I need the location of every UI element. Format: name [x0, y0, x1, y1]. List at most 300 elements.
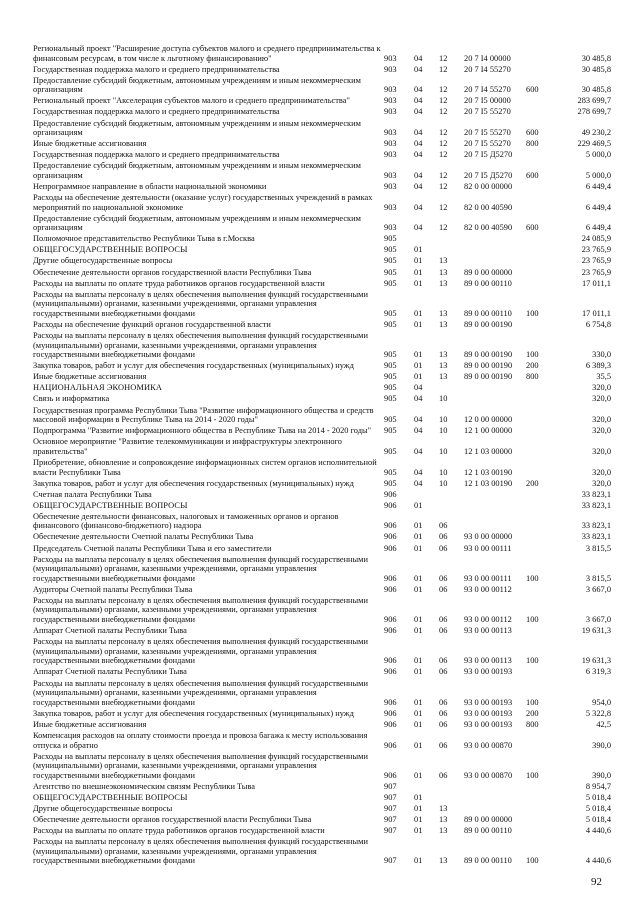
row-rz: 01	[414, 245, 423, 255]
row-pr: 12	[439, 107, 448, 117]
row-pr: 13	[439, 826, 448, 836]
row-sum: 3 667,0	[585, 584, 611, 594]
row-ved: 903	[384, 202, 397, 212]
row-name: Подпрограмма "Развитие информационного общества в Республике Тыва на 2014 - 2020 годы"	[33, 426, 372, 436]
row-sum: 6 319,3	[585, 667, 611, 677]
row-pr: 06	[439, 770, 448, 780]
table-row	[0, 150, 640, 160]
row-name: Другие общегосударственные вопросы	[33, 804, 173, 813]
row-name: Расходы на выплаты персоналу в целях обеспечения выполнения функций государственными (муниципальными) органами, казенными учреждениями, органами управления государственными внебюджетными фондами	[33, 554, 368, 583]
row-rz: 01	[414, 361, 423, 371]
row-ved: 906	[384, 697, 397, 707]
row-rz: 04	[414, 223, 423, 233]
row-sum: 320,0	[592, 467, 611, 477]
row-rz: 01	[414, 573, 423, 583]
row-vr: 100	[526, 656, 539, 666]
row-rz: 01	[414, 267, 423, 277]
row-ved: 905	[384, 267, 397, 277]
row-rz: 01	[414, 740, 423, 750]
row-name: Обеспечение деятельности Счетной палаты Республики Тыва	[33, 532, 254, 542]
table-row	[0, 320, 640, 330]
row-pr: 10	[439, 467, 448, 477]
row-pr: 13	[439, 804, 448, 813]
row-sum: 5 000,0	[585, 150, 611, 160]
row-name: Расходы на выплаты персоналу в целях обеспечения выполнения функций государственными (муниципальными) органами, казенными учреждениями, органами управления государственными внебюджетными фондами	[33, 678, 368, 707]
row-pr: 10	[439, 478, 448, 488]
row-sum: 5 018,4	[585, 792, 611, 802]
row-pr: 12	[439, 223, 448, 233]
row-name: ОБЩЕГОСУДАРСТВЕННЫЕ ВОПРОСЫ	[33, 792, 188, 802]
row-name: ОБЩЕГОСУДАРСТВЕННЫЕ ВОПРОСЫ	[33, 500, 188, 510]
row-csr: 93 0 00 00193	[464, 667, 513, 677]
row-csr: 89 0 00 00190	[464, 372, 513, 382]
table-row	[0, 437, 640, 456]
row-name: Региональный проект "Расширение доступа субъектов малого и среднего предпринимательства к финансовым ресурсам, в том числе к льготному финансированию"	[33, 44, 381, 63]
table-row	[0, 161, 640, 180]
row-name: Государственная программа Республики Тыва "Развитие информационного общества и средств массовой информации в Республике Тыва на 2014 - 2020 годы"	[33, 405, 374, 425]
row-rz: 01	[414, 770, 423, 780]
row-ved: 907	[384, 815, 397, 825]
row-pr: 06	[439, 543, 448, 553]
row-pr: 13	[439, 319, 448, 329]
row-sum: 17 011,1	[581, 308, 611, 318]
row-csr: 12 1 03 00190	[464, 467, 513, 477]
row-csr: 20 7 I4 55270	[464, 64, 511, 74]
row-pr: 10	[439, 446, 448, 456]
table-row	[0, 119, 640, 138]
table-row	[0, 290, 640, 319]
table-row	[0, 544, 640, 554]
row-vr: 600	[526, 85, 539, 95]
row-sum: 6 449,4	[585, 181, 611, 191]
row-sum: 320,0	[592, 478, 611, 488]
row-csr: 82 0 00 40590	[464, 202, 513, 212]
row-rz: 04	[414, 446, 423, 456]
table-row	[0, 214, 640, 233]
row-pr: 12	[439, 202, 448, 212]
row-name: Расходы на обеспечение деятельности (оказание услуг) государственных учреждений в рамках мероприятий по национальной экономике	[33, 193, 373, 212]
row-csr: 12 1 03 00000	[464, 446, 513, 456]
row-rz: 01	[414, 697, 423, 707]
row-name: Региональный проект "Акселерация субъектов малого и среднего предпринимательства"	[33, 96, 350, 106]
table-row	[0, 626, 640, 636]
table-row	[0, 501, 640, 511]
row-vr: 100	[526, 770, 539, 780]
row-pr: 06	[439, 740, 448, 750]
row-csr: 20 7 I5 Д5270	[464, 150, 513, 160]
row-ved: 906	[384, 489, 397, 499]
table-row	[0, 65, 640, 75]
row-ved: 905	[384, 278, 397, 288]
row-csr: 20 7 I5 00000	[464, 96, 511, 106]
row-ved: 906	[384, 500, 397, 510]
row-ved: 905	[384, 308, 397, 318]
row-name: Расходы на выплаты персоналу в целях обеспечения выполнения функций государственными (муниципальными) органами, казенными учреждениями, органами управления государственными внебюджетными фондами	[33, 331, 368, 360]
row-name: Государственная поддержка малого и среднего предпринимательства	[33, 64, 280, 74]
row-pr: 06	[439, 719, 448, 729]
row-pr: 10	[439, 426, 448, 436]
row-ved: 905	[384, 426, 397, 436]
row-name: Расходы на выплаты персоналу в целях обеспечения выполнения функций государственными (муниципальными) органами, казенными учреждениями, органами управления государственными внебюджетными фондами	[33, 289, 368, 318]
row-name: Иные бюджетные ассигнования	[33, 719, 147, 729]
row-name: Предоставление субсидий бюджетным, автономным учреждениям и иным некоммерческим организациям	[33, 75, 361, 95]
row-sum: 3 815,5	[585, 543, 611, 553]
row-sum: 5 018,4	[585, 804, 611, 813]
row-sum: 42,5	[596, 719, 611, 729]
row-name: Расходы на выплаты персоналу в целях обеспечения выполнения функций государственными (муниципальными) органами, казенными учреждениями, органами управления государственными внебюджетными фондами	[33, 751, 368, 780]
row-rz: 01	[414, 626, 423, 636]
row-ved: 906	[384, 719, 397, 729]
row-sum: 30 485,8	[581, 53, 611, 63]
row-name: Расходы на обеспечение функций органов государственной власти	[33, 319, 271, 329]
row-sum: 320,0	[592, 446, 611, 456]
row-rz: 04	[414, 85, 423, 95]
row-pr: 10	[439, 415, 448, 425]
table-row	[0, 426, 640, 436]
row-ved: 903	[384, 128, 397, 138]
row-rz: 01	[414, 308, 423, 318]
row-ved: 903	[384, 64, 397, 74]
row-ved: 906	[384, 532, 397, 542]
row-sum: 5 322,8	[585, 708, 611, 718]
table-row	[0, 44, 640, 63]
row-ved: 905	[384, 394, 397, 404]
row-sum: 30 485,8	[581, 64, 611, 74]
row-csr: 93 0 00 00870	[464, 740, 513, 750]
table-row	[0, 512, 640, 531]
row-rz: 01	[414, 708, 423, 718]
row-ved: 906	[384, 584, 397, 594]
row-name: Аппарат Счетной палаты Республики Тыва	[33, 667, 187, 677]
row-sum: 4 440,6	[585, 856, 611, 866]
row-sum: 23 765,9	[581, 267, 611, 277]
row-name: Счетная палата Республики Тыва	[33, 489, 152, 499]
row-csr: 89 0 00 00190	[464, 350, 513, 360]
table-row	[0, 182, 640, 192]
row-pr: 13	[439, 256, 448, 266]
table-row	[0, 279, 640, 289]
table-row	[0, 107, 640, 117]
row-ved: 905	[384, 361, 397, 371]
row-csr: 93 0 00 00111	[464, 573, 512, 583]
row-name: Расходы на выплаты персоналу в целях обеспечения выполнения функций государственными (муниципальными) органами, казенными учреждениями, органами управления государственными внебюджетными фондами	[33, 837, 368, 866]
row-rz: 01	[414, 667, 423, 677]
row-sum: 320,0	[592, 394, 611, 404]
row-ved: 903	[384, 170, 397, 180]
row-sum: 229 469,5	[577, 139, 611, 149]
row-rz: 01	[414, 584, 423, 594]
row-name: Председатель Счетной палаты Республики Тыва и его заместители	[33, 543, 272, 553]
row-rz: 04	[414, 139, 423, 149]
table-row	[0, 479, 640, 489]
table-row	[0, 826, 640, 836]
row-ved: 903	[384, 223, 397, 233]
row-rz: 04	[414, 128, 423, 138]
row-ved: 905	[384, 478, 397, 488]
row-ved: 905	[384, 319, 397, 329]
row-ved: 906	[384, 708, 397, 718]
row-ved: 906	[384, 740, 397, 750]
row-rz: 01	[414, 856, 423, 866]
row-rz: 01	[414, 500, 423, 510]
row-rz: 04	[414, 107, 423, 117]
row-vr: 200	[526, 708, 539, 718]
row-pr: 06	[439, 697, 448, 707]
row-name: Государственная поддержка малого и среднего предпринимательства	[33, 107, 280, 117]
table-row	[0, 837, 640, 866]
row-csr: 20 7 I4 00000	[464, 53, 511, 63]
row-name: Аудиторы Счетной палаты Республики Тыва	[33, 584, 193, 594]
row-ved: 906	[384, 656, 397, 666]
row-ved: 903	[384, 139, 397, 149]
table-row	[0, 331, 640, 360]
row-rz: 01	[414, 543, 423, 553]
table-row	[0, 139, 640, 149]
row-sum: 23 765,9	[581, 245, 611, 255]
row-name: Обеспечение деятельности финансовых, налоговых и таможенных органов и органов финансового (финансово-бюджетного) надзора	[33, 511, 339, 531]
row-vr: 800	[526, 139, 539, 149]
row-pr: 13	[439, 278, 448, 288]
row-name: Иные бюджетные ассигнования	[33, 139, 147, 149]
row-name: Предоставление субсидий бюджетным, автономным учреждениям и иным некоммерческим организациям	[33, 161, 361, 180]
table-row	[0, 406, 640, 425]
row-rz: 01	[414, 804, 423, 813]
row-pr: 10	[439, 394, 448, 404]
row-name: Закупка товаров, работ и услуг для обеспечения государственных (муниципальных) нужд	[33, 708, 354, 718]
table-row	[0, 585, 640, 595]
row-sum: 24 085,9	[581, 234, 611, 244]
row-name: Обеспечение деятельности органов государственной власти Республики Тыва	[33, 267, 312, 277]
row-rz: 04	[414, 170, 423, 180]
row-pr: 13	[439, 815, 448, 825]
row-sum: 283 699,7	[577, 96, 611, 106]
row-csr: 93 0 00 00112	[464, 615, 512, 625]
table-row	[0, 720, 640, 730]
table-row	[0, 268, 640, 278]
row-csr: 93 0 00 00193	[464, 719, 513, 729]
row-pr: 06	[439, 667, 448, 677]
row-rz: 04	[414, 478, 423, 488]
row-sum: 3 815,5	[585, 573, 611, 583]
row-rz: 01	[414, 615, 423, 625]
row-name: Другие общегосударственные вопросы	[33, 256, 173, 266]
table-row	[0, 555, 640, 584]
row-rz: 04	[414, 96, 423, 106]
row-ved: 903	[384, 181, 397, 191]
row-ved: 905	[384, 372, 397, 382]
row-name: Компенсация расходов на оплату стоимости проезда и провоза багажа к месту использования отпуска и обратно	[33, 730, 368, 750]
table-row	[0, 256, 640, 266]
table-row	[0, 596, 640, 625]
row-pr: 13	[439, 308, 448, 318]
row-ved: 906	[384, 543, 397, 553]
row-pr: 06	[439, 615, 448, 625]
row-vr: 100	[526, 350, 539, 360]
row-sum: 8 954,7	[585, 781, 611, 791]
row-pr: 12	[439, 53, 448, 63]
row-pr: 12	[439, 64, 448, 74]
row-ved: 905	[384, 467, 397, 477]
row-vr: 100	[526, 573, 539, 583]
row-name: Расходы на выплаты персоналу в целях обеспечения выполнения функций государственными (муниципальными) органами, казенными учреждениями, органами управления государственными внебюджетными фондами	[33, 637, 368, 666]
row-ved: 905	[384, 383, 397, 393]
row-pr: 12	[439, 128, 448, 138]
row-rz: 01	[414, 350, 423, 360]
row-csr: 89 0 00 00000	[464, 815, 513, 825]
row-ved: 906	[384, 770, 397, 780]
row-ved: 905	[384, 245, 397, 255]
table-row	[0, 731, 640, 750]
row-sum: 33 823,1	[581, 532, 611, 542]
row-sum: 330,0	[592, 350, 611, 360]
row-sum: 6 389,3	[585, 361, 611, 371]
row-rz: 04	[414, 53, 423, 63]
row-ved: 905	[384, 415, 397, 425]
table-row	[0, 76, 640, 95]
row-name: Непрограммное направление в области национальной экономики	[33, 181, 267, 191]
row-sum: 19 631,3	[581, 626, 611, 636]
row-csr: 89 0 00 00110	[464, 278, 512, 288]
row-ved: 906	[384, 615, 397, 625]
row-sum: 30 485,8	[581, 85, 611, 95]
row-sum: 5 000,0	[585, 170, 611, 180]
row-name: Расходы на выплаты персоналу в целях обеспечения выполнения функций государственными (муниципальными) органами, казенными учреждениями, органами управления государственными внебюджетными фондами	[33, 595, 368, 625]
table-row	[0, 245, 640, 255]
row-csr: 93 0 00 00113	[464, 626, 512, 636]
row-csr: 82 0 00 00000	[464, 181, 513, 191]
row-rz: 01	[414, 719, 423, 729]
row-vr: 600	[526, 223, 539, 233]
row-csr: 93 0 00 00870	[464, 770, 513, 780]
row-rz: 01	[414, 256, 423, 266]
row-sum: 320,0	[592, 415, 611, 425]
row-rz: 04	[414, 467, 423, 477]
row-name: Приобретение, обновление и сопровождение информационных систем органов исполнительной власти Республики Тыва	[33, 457, 377, 477]
row-csr: 89 0 00 00110	[464, 856, 512, 866]
row-pr: 06	[439, 521, 448, 531]
row-sum: 390,0	[592, 770, 611, 780]
row-vr: 600	[526, 128, 539, 138]
row-rz: 01	[414, 278, 423, 288]
row-rz: 04	[414, 150, 423, 160]
row-pr: 13	[439, 350, 448, 360]
row-pr: 12	[439, 96, 448, 106]
row-csr: 89 0 00 00110	[464, 308, 512, 318]
row-name: Расходы на выплаты по оплате труда работников органов государственной власти	[33, 278, 325, 288]
row-csr: 89 0 00 00000	[464, 267, 513, 277]
row-ved: 907	[384, 856, 397, 866]
row-csr: 93 0 00 00000	[464, 532, 513, 542]
row-vr: 100	[526, 308, 539, 318]
row-csr: 89 0 00 00190	[464, 319, 513, 329]
row-rz: 04	[414, 64, 423, 74]
table-row	[0, 782, 640, 792]
row-pr: 13	[439, 361, 448, 371]
row-sum: 6 449,4	[585, 223, 611, 233]
row-sum: 35,5	[596, 372, 611, 382]
row-name: Предоставление субсидий бюджетным, автономным учреждениям и иным некоммерческим организациям	[33, 118, 361, 138]
row-sum: 954,0	[592, 697, 611, 707]
table-row	[0, 96, 640, 106]
row-csr: 93 0 00 00193	[464, 697, 513, 707]
row-rz: 01	[414, 656, 423, 666]
table-row	[0, 394, 640, 404]
row-ved: 907	[384, 792, 397, 802]
row-name: Иные бюджетные ассигнования	[33, 372, 147, 382]
table-row	[0, 532, 640, 542]
row-ved: 903	[384, 150, 397, 160]
row-rz: 04	[414, 383, 423, 393]
table-row	[0, 372, 640, 382]
row-pr: 06	[439, 532, 448, 542]
row-ved: 907	[384, 804, 397, 813]
row-pr: 12	[439, 170, 448, 180]
row-name: Аппарат Счетной палаты Республики Тыва	[33, 626, 187, 636]
row-rz: 04	[414, 415, 423, 425]
row-pr: 12	[439, 85, 448, 95]
row-sum: 320,0	[592, 426, 611, 436]
row-pr: 13	[439, 267, 448, 277]
row-pr: 12	[439, 139, 448, 149]
row-name: Полномочное представительство Республики Тыва в г.Москва	[33, 234, 255, 244]
table-row	[0, 667, 640, 677]
row-pr: 06	[439, 584, 448, 594]
row-ved: 903	[384, 107, 397, 117]
row-csr: 93 0 00 00111	[464, 543, 512, 553]
row-pr: 06	[439, 656, 448, 666]
row-rz: 04	[414, 202, 423, 212]
row-rz: 04	[414, 394, 423, 404]
row-csr: 20 7 I5 55270	[464, 128, 511, 138]
row-csr: 93 0 00 00193	[464, 708, 513, 718]
row-csr: 93 0 00 00112	[464, 584, 512, 594]
table-row	[0, 490, 640, 500]
row-vr: 100	[526, 697, 539, 707]
row-sum: 5 018,4	[585, 815, 611, 825]
row-ved: 903	[384, 96, 397, 106]
row-sum: 19 631,3	[581, 656, 611, 666]
row-rz: 01	[414, 521, 423, 531]
row-rz: 04	[414, 426, 423, 436]
row-ved: 905	[384, 256, 397, 266]
row-csr: 93 0 00 00113	[464, 656, 512, 666]
row-pr: 06	[439, 573, 448, 583]
table-row	[0, 709, 640, 719]
row-ved: 905	[384, 350, 397, 360]
row-sum: 4 440,6	[585, 826, 611, 836]
row-pr: 06	[439, 626, 448, 636]
row-csr: 89 0 00 00190	[464, 361, 513, 371]
row-sum: 33 823,1	[581, 500, 611, 510]
row-sum: 390,0	[592, 740, 611, 750]
row-name: ОБЩЕГОСУДАРСТВЕННЫЕ ВОПРОСЫ	[33, 245, 188, 255]
table-row	[0, 234, 640, 244]
row-rz: 01	[414, 815, 423, 825]
row-name: Связь и информатика	[33, 394, 110, 404]
row-rz: 01	[414, 372, 423, 382]
row-csr: 12 1 03 00190	[464, 478, 513, 488]
row-csr: 20 7 I4 55270	[464, 85, 511, 95]
table-row	[0, 383, 640, 393]
row-csr: 82 0 00 40590	[464, 223, 513, 233]
row-pr: 12	[439, 150, 448, 160]
row-name: Закупка товаров, работ и услуг для обеспечения государственных (муниципальных) нужд	[33, 361, 354, 371]
row-csr: 20 7 I5 55270	[464, 139, 511, 149]
row-csr: 20 7 I5 55270	[464, 107, 511, 117]
row-csr: 89 0 00 00110	[464, 826, 512, 836]
row-ved: 906	[384, 521, 397, 531]
row-sum: 17 011,1	[581, 278, 611, 288]
